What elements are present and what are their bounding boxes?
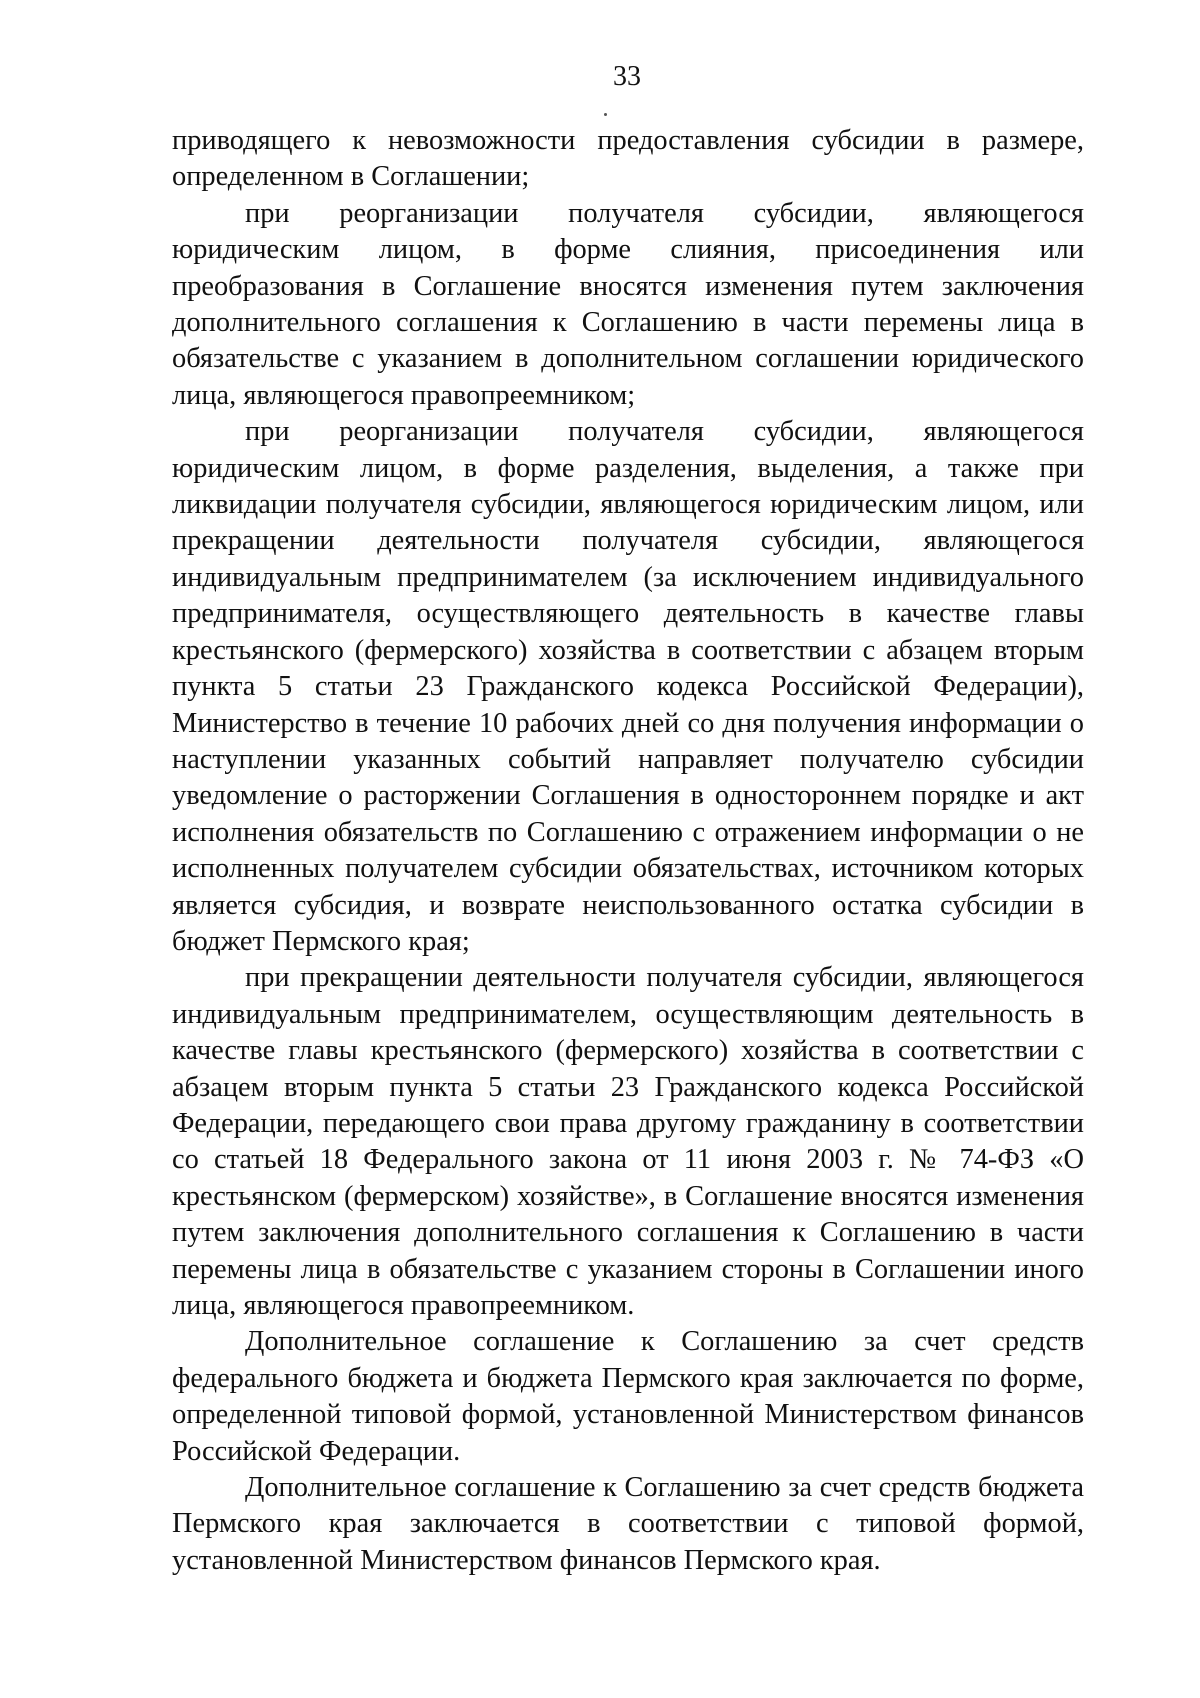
paragraph-federal-additional-agreement: Дополнительное соглашение к Соглашению за счет средств федерального бюджета и бюджета Пермского края заключается по форме, определенной типовой формой, установленной Министерством финансов Российской Федерации.	[172, 1326, 1084, 1467]
paragraph-merger-reorganization: при реорганизации получателя субсидии, являющегося юридическим лицом, в форме слияния, присоединения или преобразования в Соглашение вносятся изменения путем заключения дополнительного соглашения к Соглашению в части перемены лица в обязательстве с указанием в дополнительном соглашении юридического лица, являющегося правопреемником;	[172, 197, 1084, 411]
scan-artifact-dot	[604, 113, 607, 116]
document-body	[172, 123, 1084, 1579]
paragraph-regional-additional-agreement: Дополнительное соглашение к Соглашению за счет средств бюджета Пермского края заключается в соответствии с типовой формой, установленной Министерством финансов Пермского края.	[172, 1472, 1084, 1576]
paragraph-continuation: приводящего к невозможности предоставления субсидии в размере, определенном в Соглашении;	[172, 125, 1084, 193]
paragraph-division-liquidation: при реорганизации получателя субсидии, являющегося юридическим лицом, в форме разделения, выделения, а также при ликвидации получателя субсидии, являющегося юридическим лицом, или прекращении деятельности получателя субсидии, являющегося индивидуальным предпринимателем (за исключением индивидуального предпринимателя, осуществляющего деятельность в качестве главы крестьянского (фермерского) хозяйства в соответствии с абзацем вторым пункта 5 статьи 23 Гражданского кодекса Российской Федерации), Министерство в течение 10 рабочих дней со дня получения информации о наступлении указанных событий направляет получателю субсидии уведомление о расторжении Соглашения в одностороннем порядке и акт исполнения обязательств по Соглашению с отражением информации о не исполненных получателем субсидии обязательствах, источником которых является субсидия, и возврате неиспользованного остатка субсидии в бюджет Пермского края;	[172, 416, 1084, 957]
paragraph-farm-succession: при прекращении деятельности получателя субсидии, являющегося индивидуальным предпринимателем, осуществляющим деятельность в качестве главы крестьянского (фермерского) хозяйства в соответствии с абзацем вторым пункта 5 статьи 23 Гражданского кодекса Российской Федерации, передающего свои права другому гражданину в соответствии со статьей 18 Федерального закона от 11 июня 2003 г. № 74-ФЗ «О крестьянском (фермерском) хозяйстве», в Соглашение вносятся изменения путем заключения дополнительного соглашения к Соглашению в части перемены лица в обязательстве с указанием стороны в Соглашении иного лица, являющегося правопреемником.	[172, 962, 1084, 1321]
page-number: 33	[613, 61, 641, 92]
